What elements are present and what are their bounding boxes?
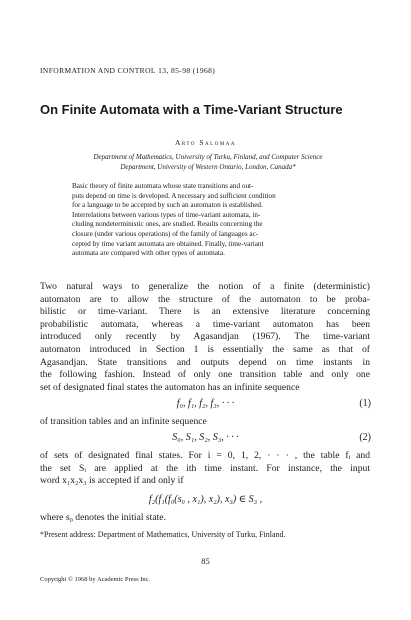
equation-expression: f₂(f₁(f₀(s₀ , x₁), x₂), x₃) ∈ S₃ ,	[148, 494, 263, 505]
text-line: of transition tables and an infinite sequence	[40, 416, 207, 427]
affiliation	[58, 152, 358, 172]
volume-pages: 13, 85-98 (1968)	[158, 66, 216, 75]
abstract	[72, 182, 342, 259]
equation-expression: S₀, S₁, S₂, S₃, · · ·	[172, 432, 239, 443]
journal-name: INFORMATION AND CONTROL	[40, 66, 156, 75]
text-line: Two natural ways to generalize the notion of a finite (deterministic)	[40, 281, 370, 292]
paragraph-final-states	[40, 450, 370, 488]
author-name: Arto Salomaa	[174, 138, 236, 147]
text-line: set of designated final states the automaton has an infinite sequence	[40, 381, 300, 393]
text-line: introduced only recently by Agasandjan (1967). The time-variant	[40, 331, 370, 343]
article-title: On Finite Automata with a Time-Variant Structure	[40, 102, 343, 117]
text-line: the following fashion. Instead of only one transition table and only one	[40, 369, 370, 381]
affiliation-line: Department of Mathematics, University of Turku, Finland, and Computer Science	[93, 153, 323, 161]
text-line: automaton introduced in Section 1 is essentially the same as that of	[40, 343, 370, 355]
text-line: bilistic or time-variant. There is an extensive literature concerning	[40, 306, 370, 318]
text-line: word x₁x₂x₃ is accepted if and only if	[40, 475, 184, 487]
equation-number: (2)	[359, 432, 371, 443]
abstract-line: cluding nondeterministic ones, are studied. Results concerning the	[72, 220, 263, 229]
paragraph-initial-state	[40, 512, 370, 525]
text-line: of sets of designated final states. For i = 0, 1, 2, · · · , the table fᵢ and	[40, 450, 370, 461]
text-line: the set Sᵢ are applied at the ith time instant. For instance, the input	[40, 462, 370, 474]
equation-3	[40, 494, 371, 508]
equation-expression: f₀, f₁, f₂, f₃, · · ·	[176, 398, 235, 409]
abstract-line: Basic theory of finite automata whose state transitions and out-	[72, 182, 254, 190]
text-line: probabilistic automata, whereas a time-variant automaton has been	[40, 318, 370, 330]
paragraph-intro	[40, 281, 370, 394]
text-line: where s₀ denotes the initial state.	[40, 512, 166, 523]
page-number: 85	[201, 556, 210, 566]
abstract-line: cepted by time variant automata are obtained. Finally, time-variant	[72, 239, 264, 248]
equation-number: (1)	[359, 398, 371, 409]
text-line: automaton are to allow the structure of the automaton to be proba-	[40, 293, 370, 305]
footnote: *Present address: Department of Mathematics, University of Turku, Finland.	[40, 530, 286, 539]
abstract-line: puts depend on time is developed. A necessary and sufficient condition	[72, 191, 276, 200]
running-head	[40, 66, 215, 75]
copyright-notice: Copyright © 1968 by Academic Press Inc.	[40, 576, 151, 583]
affiliation-line: Department, University of Western Ontario, London, Canada*	[120, 163, 296, 171]
abstract-line: for a language to be accepted by such an automaton is established.	[72, 201, 263, 210]
text-line: Agasandjan. State transitions and outputs depend on time instants in	[40, 356, 370, 368]
equation-2	[40, 432, 371, 446]
abstract-line: Interrelations between various types of time-variant automata, in-	[72, 210, 261, 219]
equation-1	[40, 398, 371, 412]
abstract-line: automata are compared with other types of automata.	[72, 249, 225, 258]
paragraph-transition-tables	[40, 416, 370, 429]
abstract-line: closure (under various operations) of the family of languages ac-	[72, 229, 259, 238]
